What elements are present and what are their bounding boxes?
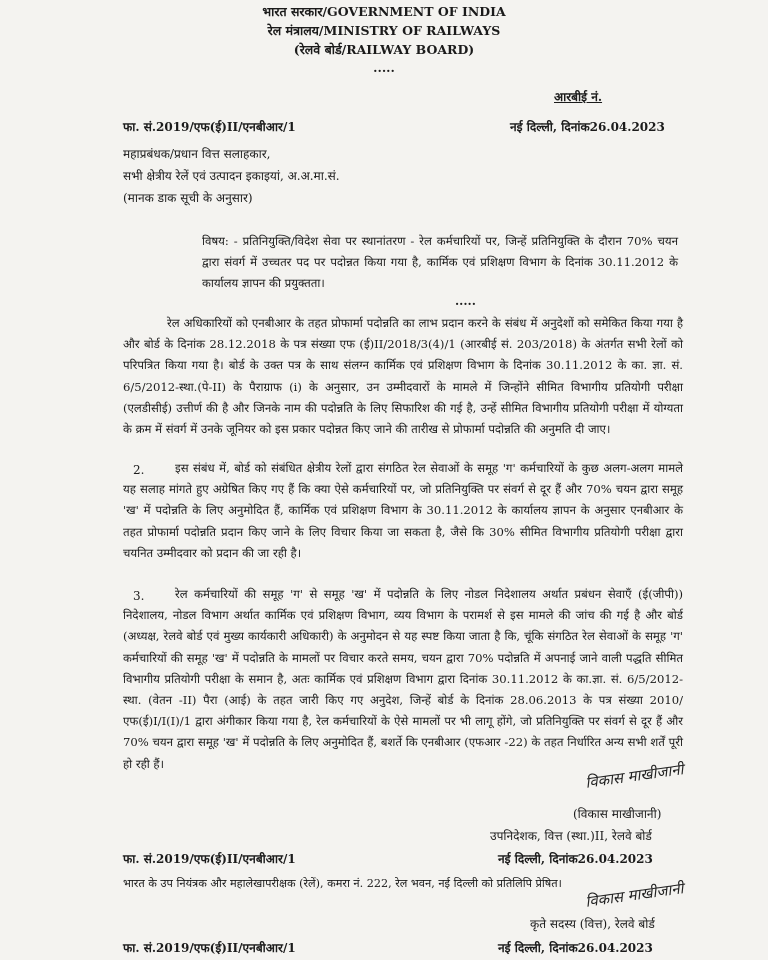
addressee-block	[123, 147, 340, 206]
header-line-2: रेल मंत्रालय/MINISTRY OF RAILWAYS	[267, 23, 501, 38]
addressee-line: सभी क्षेत्रीय रेलें एवं उत्पादन इकाइयां, अ.अ.मा.सं.	[123, 169, 340, 183]
copy-signer: कृते सदस्य (वित्त), रेलवे बोर्ड	[530, 917, 655, 931]
addressee-line: (मानक डाक सूची के अनुसार)	[123, 191, 253, 205]
paragraph-3-number: 3.	[133, 589, 145, 603]
rbe-number: आरबीई नं.	[554, 90, 603, 104]
place-date: नई दिल्ली, दिनांक26.04.2023	[498, 941, 653, 955]
signature: विकास माखीजानी	[584, 879, 685, 911]
header-line-1: भारत सरकार/GOVERNMENT OF INDIA	[262, 4, 506, 19]
header-line-3: (रेलवे बोर्ड/RAILWAY BOARD)	[293, 42, 475, 57]
subject: विषय: - प्रतिनियुक्ति/विदेश सेवा पर स्थानांतरण - रेल कर्मचारियों पर, जिन्हें प्रतिनियुक्ति के दौरान 70% चयन द्वारा संवर्ग में उच्चतर पद पर पदोन्नत किया गया है, कार्मिक एवं प्रशिक्षण विभाग के दिनांक 30.11.2012 के कार्यालय ज्ञापन की प्रयुक्तता।	[202, 234, 678, 291]
paragraph-2: इस संबंध में, बोर्ड को संबंधित क्षेत्रीय रेलों द्वारा संगठित रेल सेवाओं के समूह 'ग' कर्मचारियों के कुछ अलग-अलग मामले यह सलाह मांगते हुए अग्रेषित किए गए हैं कि क्या ऐसे कर्मचारियों पर, जो प्रतिनियुक्ति पर संवर्ग से दूर हैं और 70% चयन द्वारा समूह 'ख' में पदोन्नति के लिए अनुमोदित हैं, कार्मिक एवं प्रशिक्षण विभाग के 30.11.2012 के कार्यालय ज्ञापन के अनुसार एनबीआर के तहत प्रोफार्मा पदोन्नति प्रदान किए जाने के लिए विचार किया जा सकता है, जैसे कि 30% सीमित विभागीय प्रतियोगी परीक्षा द्वारा चयनित उम्मीदवार को प्रदान की जा रही है।	[123, 461, 683, 560]
place-date: नई दिल्ली, दिनांक26.04.2023	[510, 120, 665, 134]
paragraph-1: रेल अधिकारियों को एनबीआर के तहत प्रोफार्मा पदोन्नति का लाभ प्रदान करने के संबंध में अनुदेशों को समेकित किया गया है और बोर्ड के दिनांक 28.12.2018 के पत्र संख्या एफ (ई)II/2018/3(4)/1 (आरबीई सं. 203/2018) के अंतर्गत सभी रेलों को परिपत्रित किया गया है। बोर्ड के उक्त पत्र के साथ संलग्न कार्मिक एवं प्रशिक्षण विभाग के दिनांक 30.11.2012 के का. ज्ञा. सं. 6/5/2012-स्था.(पे-II) के पैराग्राफ (i) के अनुसार, उन उम्मीदवारों के मामले में जिन्होंने सीमित विभागीय प्रतियोगी परीक्षा (एलडीसीई) उत्तीर्ण की है और जिनके नाम की पदोन्नति के लिए सिफारिश की गई है, उन्हें सीमित विभागीय प्रतियोगी परीक्षा में योग्यता के क्रम में संवर्ग में उनके जूनियर को इस प्रकार पदोन्नत किए जाने की तारीख से प्रोफार्मा पदोन्नति की अनुमति दी जाए।	[123, 316, 683, 437]
addressee-line: महाप्रबंधक/प्रधान वित्त सलाहकार,	[123, 147, 271, 161]
paragraph-3: रेल कर्मचारियों की समूह 'ग' से समूह 'ख' में पदोन्नति के लिए नोडल निदेशालय अर्थात प्रबंधन सेवाएँ (ई(जीपी)) निदेशालय, नोडल विभाग अर्थात कार्मिक एवं प्रशिक्षण विभाग, व्यय विभाग के परामर्श से इस मामले की जांच की गई है और बोर्ड (अध्यक्ष, रेलवे बोर्ड एवं मुख्य कार्यकारी अधिकारी) के अनुमोदन से यह स्पष्ट किया जाता है कि, चूंकि संगठित रेल सेवाओं के समूह 'ग' कर्मचारियों की समूह 'ख' में पदोन्नति के मामलों पर विचार करते समय, चयन द्वारा 70% पदोन्नति में अपनाई जाने वाली पद्धति सीमित विभागीय प्रतियोगी परीक्षा के समान है, अतः कार्मिक एवं प्रशिक्षण विभाग द्वारा दिनांक 30.11.2012 के का.ज्ञा. सं. 6/5/2012-स्था. (वेतन -II) पैरा (आई) के तहत जारी किए गए अनुदेश, जिन्हें बोर्ड के दिनांक 28.06.2013 के पत्र संख्या 2010/एफ(ई)I/I(I)/1 द्वारा अंगीकार किया गया है, रेल कर्मचारियों के ऐसे मामलों पर भी लागू होंगे, जो प्रतिनियुक्ति पर संवर्ग से दूर हैं और 70% चयन द्वारा समूह 'ख' में पदोन्नति के लिए अनुमोदित हैं, बशर्ते कि एनबीआर (एफआर -22) के तहत निर्धारित अन्य सभी शर्तें पूरी हो रही हैं।	[123, 587, 683, 771]
signature: विकास माखीजानी	[584, 760, 685, 792]
file-number: फा. सं.2019/एफ(ई)II/एनबीआर/1	[123, 120, 296, 134]
file-number: फा. सं.2019/एफ(ई)II/एनबीआर/1	[123, 852, 296, 866]
signer-name: (विकास माखीजानी)	[573, 807, 662, 821]
file-number: फा. सं.2019/एफ(ई)II/एनबीआर/1	[123, 941, 296, 955]
header-dots: .....	[373, 60, 395, 75]
copy-to-line: भारत के उप नियंत्रक और महालेखापरीक्षक (रेलें), कमरा नं. 222, रेल भवन, नई दिल्ली को प्रतिलिपि प्रेषित।	[123, 877, 562, 890]
signer-designation: उपनिदेशक, वित्त (स्था.)II, रेलवे बोर्ड	[490, 829, 652, 843]
place-date: नई दिल्ली, दिनांक26.04.2023	[498, 852, 653, 866]
subject-dots: .....	[455, 294, 476, 308]
paragraph-2-number: 2.	[133, 463, 145, 477]
